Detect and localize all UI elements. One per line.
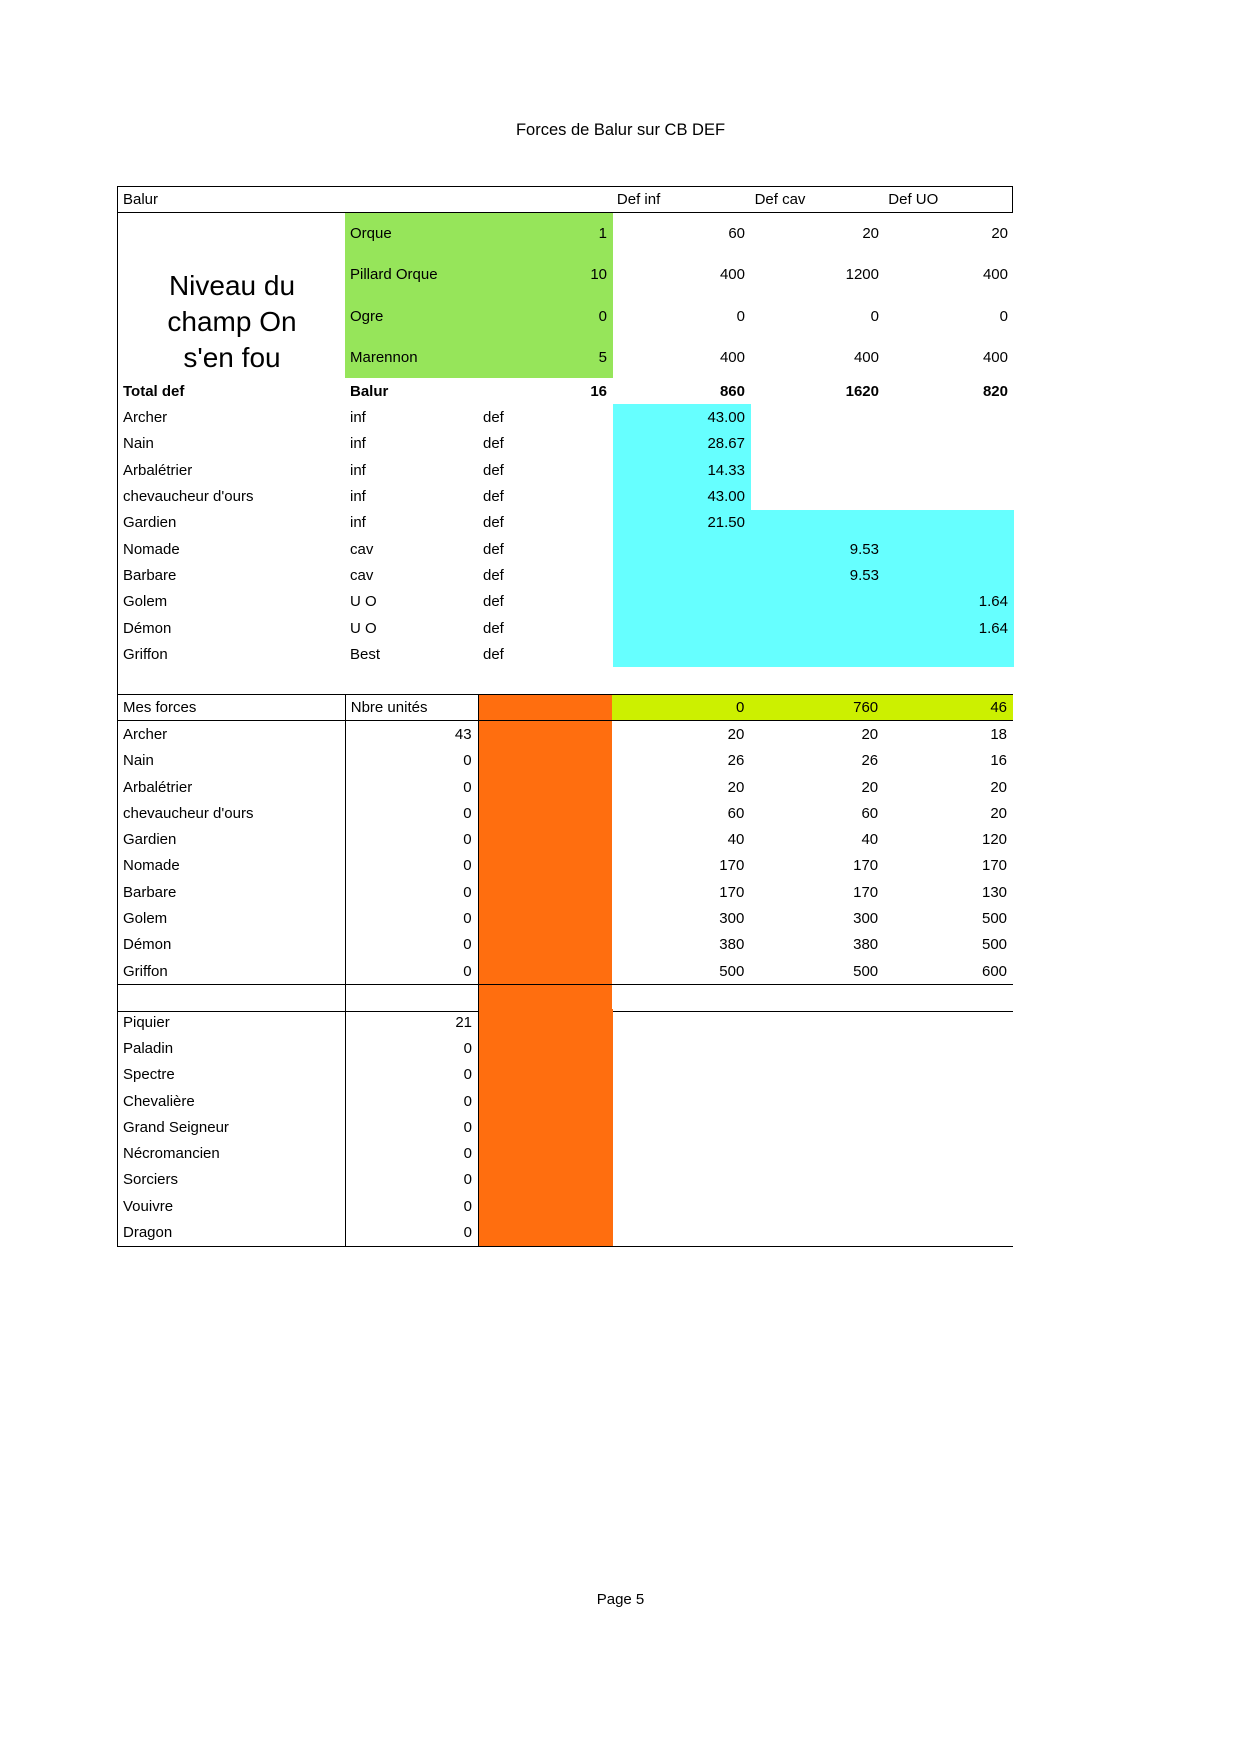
unit-count: 0 — [345, 1219, 478, 1245]
orange-cell — [478, 748, 613, 774]
total-def-label: Total def — [123, 382, 185, 400]
table-row — [118, 1062, 1013, 1088]
table-row — [118, 536, 1014, 562]
table-row — [118, 1193, 1013, 1219]
unit-count: 0 — [345, 853, 478, 879]
unit-name: Nécromancien — [123, 1145, 220, 1163]
def-inf-value: 170 — [719, 857, 745, 875]
def-cav-value: 20 — [862, 225, 879, 243]
table1-header-def-cav: Def cav — [754, 191, 806, 208]
unit-name: Sorciers — [123, 1171, 179, 1189]
unit-name: Démon — [123, 936, 172, 954]
def-uo-value: 1.64 — [885, 615, 1014, 641]
def-cav-value — [751, 457, 885, 483]
page-number: Page 5 — [596, 1591, 645, 1608]
unit-count: 0 — [345, 1062, 478, 1088]
def-uo-value — [885, 483, 1014, 509]
def-cav-value: 170 — [853, 857, 879, 875]
def-inf-value: 28.67 — [613, 431, 751, 457]
total-def-count: 16 — [590, 382, 607, 400]
def-uo-value: 1.64 — [885, 589, 1014, 615]
table-row — [118, 1140, 1013, 1166]
unit-name: chevaucheur d'ours — [123, 804, 254, 822]
def-uo-value — [885, 457, 1014, 483]
def-inf-value: 60 — [727, 804, 745, 822]
total-def-row — [118, 378, 1014, 404]
def-cav-value: 9.53 — [751, 536, 885, 562]
unit-name: Archer — [123, 409, 168, 427]
unit-name: Nomade — [123, 857, 180, 875]
table-row — [118, 641, 1014, 667]
unit-count: 0 — [345, 1167, 478, 1193]
def-inf-value: 20 — [727, 778, 745, 796]
field-note-line1: Niveau du — [168, 270, 296, 301]
orange-cell — [478, 905, 613, 931]
unit-type: Best — [350, 645, 381, 663]
table-row — [118, 1167, 1013, 1193]
unit-name: Gardien — [123, 831, 177, 849]
table-row — [118, 905, 1013, 931]
unit-type: inf — [350, 488, 366, 506]
unit-name: Démon — [123, 619, 172, 637]
def-inf-value: 60 — [728, 225, 745, 243]
orange-cell — [478, 1035, 613, 1061]
table2-rows — [118, 721, 1013, 985]
def-inf-value — [613, 589, 751, 615]
attacker-name: Ogre — [345, 296, 478, 337]
field-note-line2: champ On — [167, 306, 297, 337]
attacker-name: Marennon — [345, 337, 478, 378]
unit-count: 0 — [345, 826, 478, 852]
def-uo-value: 130 — [981, 883, 1008, 901]
orange-cell — [478, 1140, 613, 1166]
empty-row — [118, 985, 1013, 1011]
unit-name: Golem — [123, 910, 168, 928]
unit-mode: def — [483, 488, 504, 506]
table-row — [118, 879, 1013, 905]
def-inf-value — [613, 641, 751, 667]
table-row — [118, 826, 1013, 852]
nbre-unites-label: Nbre unités — [345, 695, 478, 720]
orange-cell — [478, 826, 613, 852]
unit-name: Paladin — [123, 1039, 174, 1057]
unit-type: U O — [350, 593, 377, 611]
def-inf-value: 500 — [719, 962, 745, 980]
def-uo-value: 18 — [990, 725, 1008, 743]
def-inf-value: 40 — [727, 831, 745, 849]
unit-name: Piquier — [123, 1013, 170, 1031]
orange-cell — [478, 1088, 613, 1114]
def-cav-value: 1200 — [845, 266, 879, 284]
unit-name: Arbalétrier — [123, 778, 193, 796]
def-uo-value: 500 — [981, 910, 1008, 928]
unit-name: Chevalière — [123, 1092, 195, 1110]
def-cav-value — [751, 641, 885, 667]
unit-count: 0 — [345, 1114, 478, 1140]
def-cav-value — [751, 510, 885, 536]
def-cav-value — [751, 615, 885, 641]
unit-name: Arbalétrier — [123, 461, 193, 479]
unit-name: Gardien — [123, 514, 177, 532]
def-uo-value — [885, 641, 1014, 667]
unit-mode: def — [483, 566, 504, 584]
unit-name: Dragon — [123, 1224, 173, 1242]
unit-count: 0 — [345, 800, 478, 826]
orange-cell — [478, 1219, 613, 1245]
table2-mes-forces — [117, 694, 1013, 1012]
table-row — [118, 1035, 1013, 1061]
def-cav-value: 26 — [861, 752, 879, 770]
def-cav-value — [751, 404, 885, 430]
def-inf-value: 300 — [719, 910, 745, 928]
def-inf-value: 400 — [719, 349, 745, 367]
table1-header-spacer2 — [477, 187, 612, 212]
unit-count: 0 — [345, 774, 478, 800]
def-cav-value: 20 — [861, 725, 879, 743]
def-inf-value: 0 — [736, 307, 745, 325]
orange-cell — [478, 985, 613, 1010]
unit-type: U O — [350, 619, 377, 637]
unit-name: Nain — [123, 752, 154, 770]
orange-cell — [478, 721, 613, 747]
table-row — [118, 748, 1013, 774]
table-row — [118, 1219, 1013, 1245]
attacker-name: Orque — [345, 213, 478, 254]
orange-cell — [478, 1114, 613, 1140]
table1-header-balur: Balur — [123, 191, 159, 208]
attacker-count: 5 — [478, 337, 613, 378]
def-uo-value: 500 — [981, 936, 1008, 954]
def-inf-value: 21.50 — [613, 510, 751, 536]
table1-header-def-uo: Def UO — [888, 191, 939, 208]
def-uo-value: 20 — [991, 225, 1008, 243]
unit-count: 0 — [345, 905, 478, 931]
field-note-line3: s'en fou — [183, 342, 281, 373]
empty-cell — [612, 985, 750, 1010]
empty-cell — [884, 985, 1013, 1010]
def-cav-total: 760 — [750, 695, 884, 720]
unit-name: Griffon — [123, 645, 168, 663]
unit-count: 0 — [345, 932, 478, 958]
empty-cell — [750, 985, 884, 1010]
def-inf-value: 400 — [719, 266, 745, 284]
unit-count: 0 — [345, 879, 478, 905]
orange-cell — [478, 774, 613, 800]
table-row — [118, 431, 1014, 457]
def-uo-value: 400 — [982, 266, 1008, 284]
empty-cell — [345, 985, 478, 1010]
table-row — [118, 213, 1014, 254]
def-inf-value — [613, 615, 751, 641]
table-row — [118, 853, 1013, 879]
unit-name: Nomade — [123, 540, 180, 558]
def-uo-value — [885, 510, 1014, 536]
orange-cell — [478, 958, 613, 984]
def-inf-value — [613, 562, 751, 588]
attacker-count: 1 — [478, 213, 613, 254]
def-inf-value: 380 — [719, 936, 745, 954]
def-inf-value: 26 — [727, 752, 745, 770]
unit-mode: def — [483, 514, 504, 532]
def-cav-value: 380 — [853, 936, 879, 954]
def-cav-value: 60 — [861, 804, 879, 822]
table1-header-spacer — [344, 187, 477, 212]
orange-cell — [478, 800, 613, 826]
table-row — [118, 958, 1013, 984]
def-cav-value: 500 — [853, 962, 879, 980]
attacker-count: 0 — [478, 296, 613, 337]
table-row — [118, 483, 1014, 509]
unit-type: cav — [350, 540, 374, 558]
def-uo-value — [885, 562, 1014, 588]
table-row — [118, 1114, 1013, 1140]
unit-count: 0 — [345, 1088, 478, 1114]
unit-mode: def — [483, 540, 504, 558]
attacker-count: 10 — [478, 254, 613, 295]
def-uo-value — [885, 536, 1014, 562]
def-cav-value: 300 — [853, 910, 879, 928]
unit-name: Golem — [123, 593, 168, 611]
table-row — [118, 457, 1014, 483]
total-def-uo: 820 — [982, 382, 1008, 400]
unit-mode: def — [483, 409, 504, 427]
orange-cell — [478, 879, 613, 905]
def-cav-value: 170 — [853, 883, 879, 901]
def-inf-value: 170 — [719, 883, 745, 901]
unit-name: Spectre — [123, 1066, 175, 1084]
orange-cell — [478, 695, 613, 720]
table1-body — [117, 213, 1014, 694]
table-row — [118, 800, 1013, 826]
unit-type: inf — [350, 461, 366, 479]
orange-cell — [478, 932, 613, 958]
def-cav-value: 40 — [861, 831, 879, 849]
table-row — [118, 589, 1014, 615]
orange-cell — [478, 853, 613, 879]
unit-type: inf — [350, 435, 366, 453]
def-uo-value: 400 — [982, 349, 1008, 367]
unit-count: 0 — [345, 958, 478, 984]
def-inf-value: 43.00 — [613, 483, 751, 509]
def-uo-value — [885, 404, 1014, 430]
unit-count: 0 — [345, 1140, 478, 1166]
def-cav-value — [751, 431, 885, 457]
table-row — [118, 932, 1013, 958]
table3-other-units — [117, 1009, 1013, 1247]
table2-header-row — [118, 695, 1013, 721]
unit-mode: def — [483, 593, 504, 611]
table-row — [118, 404, 1014, 430]
def-inf-value: 14.33 — [613, 457, 751, 483]
unit-count: 0 — [345, 748, 478, 774]
def-uo-total: 46 — [884, 695, 1013, 720]
orange-cell — [478, 1193, 613, 1219]
table1-header-def-inf: Def inf — [616, 191, 661, 208]
unit-mode: def — [483, 461, 504, 479]
def-inf-value: 20 — [727, 725, 745, 743]
table1-header-row — [117, 186, 1013, 213]
def-inf-value — [613, 536, 751, 562]
def-uo-value: 170 — [981, 857, 1008, 875]
unit-name: Barbare — [123, 883, 177, 901]
unit-name: Nain — [123, 435, 154, 453]
unit-type: inf — [350, 514, 366, 532]
orange-cell — [478, 1167, 613, 1193]
unit-mode: def — [483, 435, 504, 453]
table-row — [118, 562, 1014, 588]
mes-forces-label: Mes forces — [123, 699, 197, 717]
def-uo-value: 20 — [990, 804, 1008, 822]
unit-type: inf — [350, 409, 366, 427]
table-row — [118, 615, 1014, 641]
spacer-cell — [118, 213, 345, 254]
unit-count: 43 — [345, 721, 478, 747]
table-row — [118, 1088, 1013, 1114]
unit-name: Barbare — [123, 566, 177, 584]
table-row — [118, 721, 1013, 747]
def-uo-value: 120 — [981, 831, 1008, 849]
def-cav-value: 400 — [853, 349, 879, 367]
empty-cell — [118, 985, 345, 1010]
orange-cell — [478, 1062, 613, 1088]
unit-name: Vouivre — [123, 1197, 174, 1215]
unit-count: 21 — [345, 1009, 478, 1035]
orange-cell — [478, 1009, 613, 1035]
def-cav-value: 20 — [861, 778, 879, 796]
total-def-cav: 1620 — [845, 382, 879, 400]
unit-name: Grand Seigneur — [123, 1118, 229, 1136]
def-uo-value: 0 — [999, 307, 1008, 325]
table-row — [118, 510, 1014, 536]
unit-mode: def — [483, 645, 504, 663]
unit-type: cav — [350, 566, 374, 584]
total-def-inf: 860 — [719, 382, 745, 400]
def-cav-value — [751, 483, 885, 509]
def-inf-value: 43.00 — [613, 404, 751, 430]
def-uo-value: 16 — [990, 752, 1008, 770]
unit-name: chevaucheur d'ours — [123, 488, 254, 506]
field-level-note — [119, 268, 345, 376]
table-row — [118, 774, 1013, 800]
unit-count: 0 — [345, 1193, 478, 1219]
table-row — [118, 1009, 1013, 1035]
def-inf-total: 0 — [612, 695, 750, 720]
attacker-name: Pillard Orque — [345, 254, 478, 295]
unit-count: 0 — [345, 1035, 478, 1061]
def-cav-value: 9.53 — [751, 562, 885, 588]
def-cav-value: 0 — [870, 307, 879, 325]
page-title: Forces de Balur sur CB DEF — [515, 121, 726, 139]
unit-name: Griffon — [123, 962, 168, 980]
unit-mode: def — [483, 619, 504, 637]
total-def-name: Balur — [350, 382, 389, 400]
def-uo-value: 20 — [990, 778, 1008, 796]
def-uo-value: 600 — [981, 962, 1008, 980]
unit-name: Archer — [123, 725, 168, 743]
def-cav-value — [751, 589, 885, 615]
def-uo-value — [885, 431, 1014, 457]
